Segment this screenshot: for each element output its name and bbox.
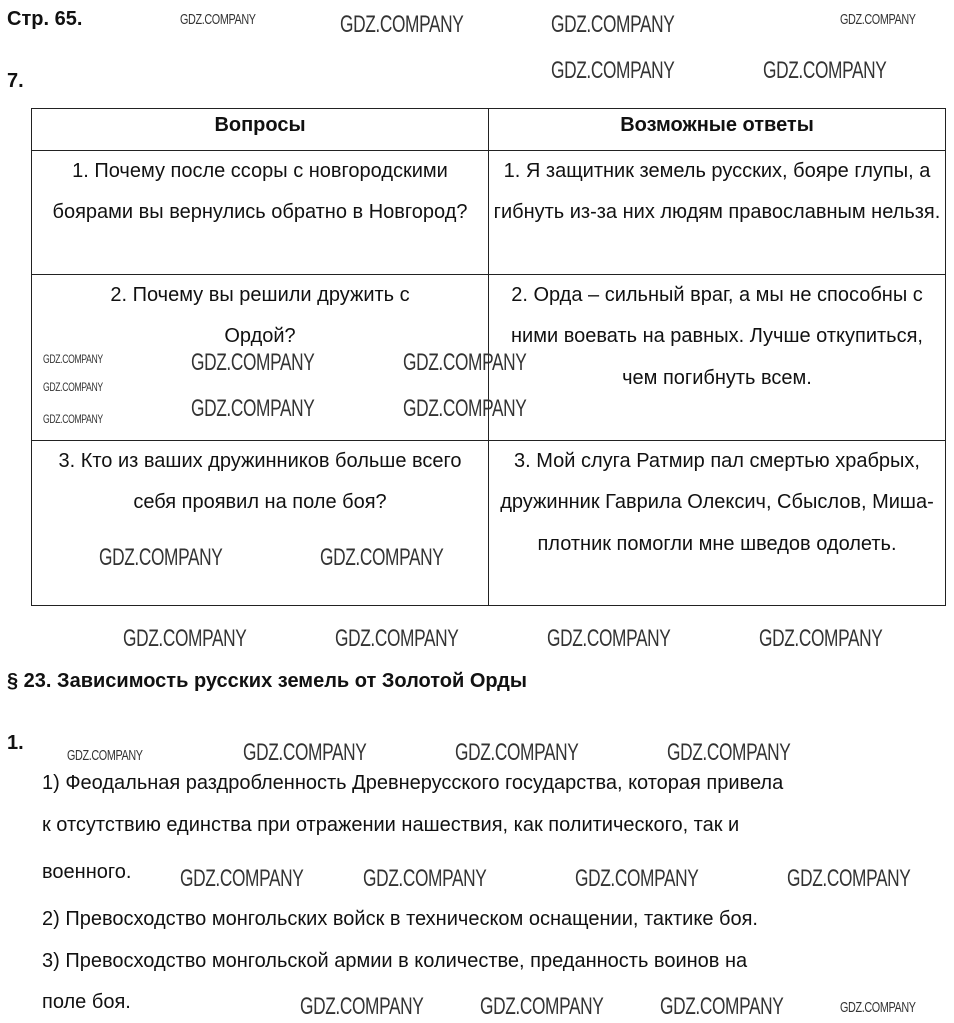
watermark: GDZ.COMPANY xyxy=(840,11,916,28)
watermark: GDZ.COMPANY xyxy=(123,625,247,652)
watermark: GDZ.COMPANY xyxy=(787,865,911,892)
answer-line: 3) Превосходство монгольской армии в количестве, преданность воинов на xyxy=(42,950,748,972)
task-number: 7. xyxy=(7,70,24,92)
section-task-number: 1. xyxy=(7,732,24,754)
watermark: GDZ.COMPANY xyxy=(575,865,699,892)
table-row xyxy=(32,151,946,275)
question-cell: 2. Почему вы решили дружить с Ордой? xyxy=(32,275,489,441)
answer-cell: 3. Мой слуга Ратмир пал смертью храбрых, дружинник Гаврила Олексич, Сбыслов, Миша-плотник помогли мне шведов одолеть. xyxy=(489,441,946,606)
watermark: GDZ.COMPANY xyxy=(180,11,256,28)
watermark: GDZ.COMPANY xyxy=(403,395,527,422)
question-cell: 1. Почему после ссоры с новгородскими боярами вы вернулись обратно в Новгород? xyxy=(32,151,489,275)
watermark: GDZ.COMPANY xyxy=(403,349,527,376)
table-header-row xyxy=(32,109,946,151)
watermark: GDZ.COMPANY xyxy=(43,412,103,426)
answer-line: 2) Превосходство монгольских войск в техническом оснащении, тактике боя. xyxy=(42,908,758,930)
answer-line: к отсутствию единства при отражении нашествия, как политического, так и xyxy=(42,814,740,836)
watermark: GDZ.COMPANY xyxy=(243,739,367,766)
watermark: GDZ.COMPANY xyxy=(67,747,143,764)
watermark: GDZ.COMPANY xyxy=(191,395,315,422)
watermark: GDZ.COMPANY xyxy=(335,625,459,652)
header-answers: Возможные ответы xyxy=(489,109,946,151)
section-title: § 23. Зависимость русских земель от Золотой Орды xyxy=(7,670,527,692)
watermark: GDZ.COMPANY xyxy=(455,739,579,766)
watermark: GDZ.COMPANY xyxy=(300,993,424,1020)
answer-line: 1) Феодальная раздробленность Древнерусского государства, которая привела xyxy=(42,772,784,794)
table-row xyxy=(32,441,946,606)
watermark: GDZ.COMPANY xyxy=(547,625,671,652)
watermark: GDZ.COMPANY xyxy=(551,57,675,84)
watermark: GDZ.COMPANY xyxy=(759,625,883,652)
watermark: GDZ.COMPANY xyxy=(840,999,916,1016)
question-cell: 3. Кто из ваших дружинников больше всего себя проявил на поле боя? xyxy=(32,441,489,606)
watermark: GDZ.COMPANY xyxy=(43,352,103,366)
answer-line: поле боя. xyxy=(42,991,131,1013)
watermark: GDZ.COMPANY xyxy=(320,544,444,571)
watermark: GDZ.COMPANY xyxy=(480,993,604,1020)
watermark: GDZ.COMPANY xyxy=(551,11,675,38)
watermark: GDZ.COMPANY xyxy=(763,57,887,84)
watermark: GDZ.COMPANY xyxy=(660,993,784,1020)
answer-cell: 1. Я защитник земель русских, бояре глупы, а гибнуть из-за них людям православным нельзя. xyxy=(489,151,946,275)
watermark: GDZ.COMPANY xyxy=(667,739,791,766)
watermark: GDZ.COMPANY xyxy=(363,865,487,892)
header-questions: Вопросы xyxy=(32,109,489,151)
page-label: Стр. 65. xyxy=(7,8,83,30)
watermark: GDZ.COMPANY xyxy=(43,380,103,394)
answer-line: военного. xyxy=(42,861,132,883)
watermark: GDZ.COMPANY xyxy=(340,11,464,38)
answer-cell: 2. Орда – сильный враг, а мы не способны с ними воевать на равных. Лучше откупиться, чем погибнуть всем. xyxy=(489,275,946,441)
watermark: GDZ.COMPANY xyxy=(99,544,223,571)
watermark: GDZ.COMPANY xyxy=(180,865,304,892)
watermark: GDZ.COMPANY xyxy=(191,349,315,376)
